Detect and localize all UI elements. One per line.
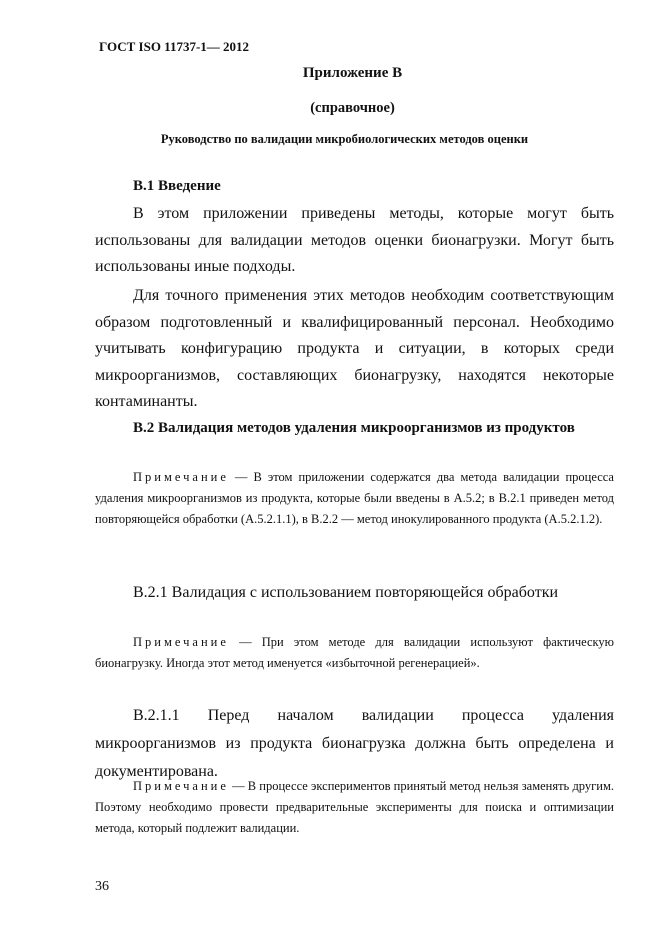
section-b1-heading: В.1 Введение [133, 178, 221, 194]
section-b2-heading: В.2 Валидация методов удаления микроорганизмов из продуктов [133, 420, 575, 436]
note-label: Примечание [133, 779, 229, 793]
section-b1-paragraph-1: В этом приложении приведены методы, которые могут быть использованы для валидации методов оценки бионагрузки. Могут быть использованы иные подходы. [95, 205, 614, 275]
section-b21-note [95, 632, 614, 674]
note-text: — В этом приложении содержатся два метода валидации процесса удаления микроорганизмов из продукта, которые были введены в А.5.2; в В.2.1 приведен метод повторяющейся обработки (А.5.2.1.1), в В.2.2 — метод инокулированного продукта (А.5.2.1.2). [95, 470, 614, 526]
appendix-type: (справочное) [310, 100, 395, 116]
section-b1-paragraph-2: Для точного применения этих методов необходим соответствующим образом подготовленный и квалифицированный персонал. Необходимо учитывать конфигурацию продукта и ситуации, в которых среди микроорганизмов, составляющих бионагрузку, находятся некоторые контаминанты. [95, 287, 614, 410]
section-b211-note [95, 776, 614, 839]
appendix-subtitle: Руководство по валидации микробиологических методов оценки [160, 132, 529, 146]
section-b21-heading: В.2.1 Валидация с использованием повторяющейся обработки [133, 584, 559, 601]
page-number: 36 [95, 879, 109, 894]
section-b2-note [95, 467, 614, 530]
note-text: — При этом методе для валидации используют фактическую бионагрузку. Иногда этот метод именуется «избыточной регенерацией». [95, 635, 614, 670]
note-label: Примечание [133, 635, 229, 649]
note-label: Примечание [133, 470, 229, 484]
appendix-title: Приложение В [302, 65, 403, 81]
standard-header: ГОСТ ISO 11737-1— 2012 [99, 39, 250, 54]
note-text: — В процессе экспериментов принятый метод нельзя заменять другим. Поэтому необходимо провести предварительные эксперименты для поиска и оптимизации метода, который подлежит валидации. [95, 779, 614, 835]
section-b211-paragraph: В.2.1.1 Перед началом валидации процесса удаления микроорганизмов из продукта бионагрузка должна быть определена и документирована. [95, 707, 614, 780]
